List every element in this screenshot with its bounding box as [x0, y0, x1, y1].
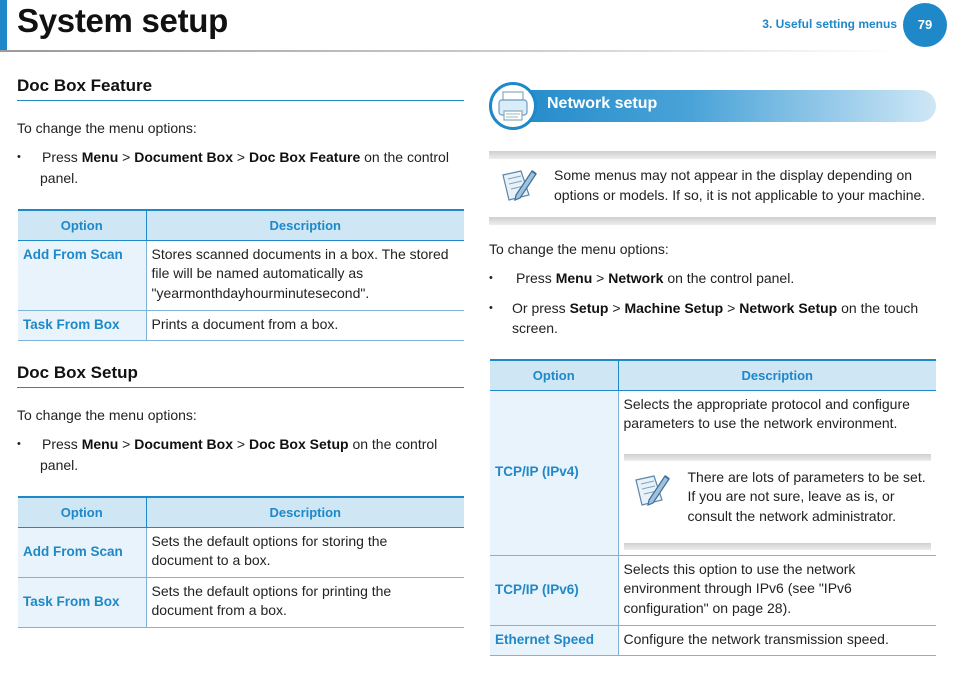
- doc-box-setup-term: Doc Box Setup: [248, 436, 349, 452]
- column-header-option: Option: [18, 210, 146, 240]
- doc-box-feature-table: [18, 209, 464, 341]
- column-header-description: Description: [146, 210, 464, 240]
- table-row: [490, 555, 936, 625]
- bullet-dot: •: [17, 438, 21, 450]
- printer-icon: [489, 82, 537, 130]
- instruction-text: panel.: [40, 170, 79, 186]
- doc-box-feature-heading: Doc Box Feature: [17, 76, 464, 101]
- instruction-text: on the control: [360, 149, 449, 165]
- separator: >: [233, 149, 249, 165]
- inner-note-text: [688, 468, 938, 527]
- option-description: [146, 577, 464, 627]
- doc-box-setup-intro: To change the menu options:: [17, 407, 197, 423]
- option-name: TCP/IP (IPv6): [490, 555, 618, 625]
- description-line: Sets the default options for storing the: [151, 532, 388, 549]
- table-row: [490, 625, 936, 655]
- network-setup-instruction-1: [489, 268, 936, 288]
- note-text: [554, 165, 936, 205]
- table-row: [18, 240, 464, 310]
- option-description: [146, 527, 464, 577]
- page-number-badge: 79: [903, 3, 947, 47]
- table-row: [18, 310, 464, 340]
- instruction-text: on the control panel.: [663, 270, 795, 286]
- note-pencil-icon: [632, 470, 672, 516]
- option-name: Add From Scan: [18, 240, 146, 310]
- header-accent-bar: [0, 0, 7, 52]
- instruction-text: Press: [42, 436, 82, 452]
- column-header-option: Option: [18, 497, 146, 527]
- note-line: Some menus may not appear in the display depending on: [554, 167, 913, 183]
- option-name: Task From Box: [18, 577, 146, 627]
- instruction-text: screen.: [512, 320, 558, 336]
- bullet-dot: •: [17, 151, 21, 163]
- note-pencil-icon: [499, 165, 539, 208]
- description-line: Configure the network transmission speed.: [623, 630, 889, 647]
- network-setup-table: [490, 359, 936, 656]
- inner-note-box: [624, 454, 932, 550]
- doc-box-setup-table: [18, 496, 464, 628]
- doc-box-feature-instruction: [17, 147, 464, 189]
- description-line: configuration" on page 28).: [623, 599, 792, 616]
- instruction-text: Or press: [512, 300, 570, 316]
- note-line: If you are not sure, leave as is, or: [687, 488, 895, 504]
- column-header-description: Description: [146, 497, 464, 527]
- option-description: [146, 310, 464, 340]
- note-line: consult the network administrator.: [687, 507, 897, 524]
- option-description: [618, 625, 936, 655]
- description-line: Prints a document from a box.: [151, 315, 339, 332]
- network-setup-term: Network Setup: [739, 300, 838, 316]
- column-header-option: Option: [490, 360, 618, 390]
- option-name: Ethernet Speed: [490, 625, 618, 655]
- column-header-description: Description: [618, 360, 936, 390]
- document-box-term: Document Box: [134, 149, 234, 165]
- bullet-dot: •: [489, 302, 493, 314]
- menu-term: Menu: [81, 436, 119, 452]
- description-line: file will be named automatically as: [151, 265, 364, 281]
- note-bottom-border: [624, 543, 932, 550]
- note-line: There are lots of parameters to be set.: [687, 468, 926, 485]
- network-setup-instruction-2: [489, 298, 936, 340]
- bullet-dot: •: [489, 272, 493, 284]
- description-line: document to a box.: [151, 552, 271, 568]
- separator: >: [118, 149, 135, 165]
- option-name: Task From Box: [18, 310, 146, 340]
- separator: >: [608, 300, 625, 316]
- instruction-text: on the touch: [837, 300, 919, 316]
- description-line: Stores scanned documents in a box. The stored: [151, 245, 449, 262]
- menu-term: Menu: [81, 149, 119, 165]
- doc-box-setup-instruction: [17, 434, 464, 476]
- page-title: System setup: [17, 2, 228, 39]
- note-line: options or models. If so, it is not applicable to your machine.: [554, 187, 926, 203]
- table-row: [490, 390, 936, 555]
- option-description: [618, 555, 936, 625]
- note-bottom-border: [489, 217, 936, 225]
- option-description: [618, 390, 936, 555]
- network-term: Network: [608, 270, 664, 286]
- description-line: Selects the appropriate protocol and configure: [623, 395, 910, 412]
- instruction-text: on the control: [348, 436, 438, 452]
- separator: >: [233, 436, 249, 452]
- instruction-text: Press: [516, 270, 556, 286]
- separator: >: [118, 436, 135, 452]
- machine-setup-term: Machine Setup: [624, 300, 724, 316]
- network-setup-intro: To change the menu options:: [489, 241, 669, 257]
- header-divider: [0, 50, 900, 52]
- option-name: TCP/IP (IPv4): [490, 390, 618, 555]
- setup-term: Setup: [569, 300, 609, 316]
- description-line: parameters to use the network environment.: [623, 415, 898, 431]
- description-line: document from a box.: [151, 602, 287, 618]
- document-box-term: Document Box: [134, 436, 234, 452]
- description-line: Sets the default options for printing the: [151, 582, 392, 599]
- description-line: Selects this option to use the network: [623, 560, 856, 577]
- table-row: [18, 577, 464, 627]
- section-reference: 3. Useful setting menus: [762, 17, 897, 31]
- separator: >: [723, 300, 740, 316]
- instruction-text: Press: [42, 149, 82, 165]
- doc-box-feature-term: Doc Box Feature: [248, 149, 361, 165]
- network-setup-heading: Network setup: [547, 95, 658, 112]
- note-top-border: [489, 151, 936, 159]
- menu-term: Menu: [555, 270, 593, 286]
- note-top-border: [624, 454, 932, 461]
- doc-box-feature-intro: To change the menu options:: [17, 120, 197, 136]
- separator: >: [592, 270, 609, 286]
- table-row: [18, 527, 464, 577]
- description-line: "yearmonthdayhourminutesecond".: [151, 284, 370, 301]
- doc-box-setup-heading: Doc Box Setup: [17, 363, 464, 388]
- instruction-text: panel.: [40, 457, 79, 473]
- option-description: [146, 240, 464, 310]
- description-line: environment through IPv6 (see "IPv6: [623, 580, 852, 596]
- option-name: Add From Scan: [18, 527, 146, 577]
